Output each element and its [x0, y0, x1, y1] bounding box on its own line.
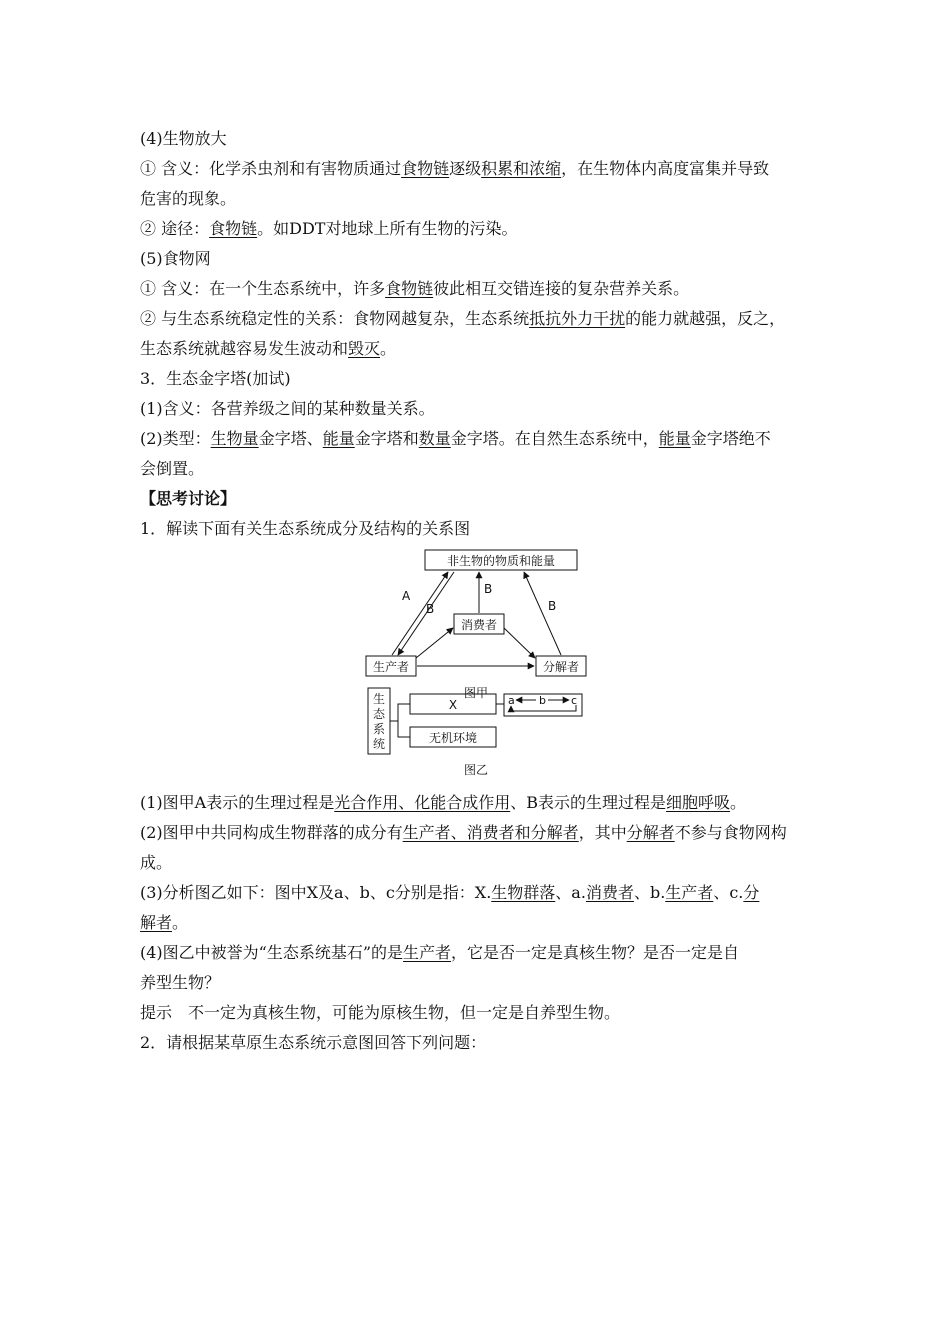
blank-c-decomposer-part1: 分	[743, 883, 760, 902]
blank-b-producer: 生产者	[665, 883, 714, 902]
answer-3-cont: 解者。	[140, 913, 189, 932]
document-body	[140, 124, 820, 1058]
figure-jia	[366, 550, 586, 700]
food-web-stability-cont: 生态系统就越容易发生波动和毁灭。	[140, 339, 397, 358]
blank-accumulate: 积累和浓缩	[481, 159, 562, 178]
answer-3: (3)分析图乙如下：图中X及a、b、c分别是指：X.生物群落、a.消费者、b.生产者、c.分	[140, 883, 760, 902]
blank-destroy: 毁灭	[348, 339, 381, 358]
figure-yi-caption: 图乙	[463, 763, 489, 777]
arrow-b-decomposer-respiration	[524, 572, 561, 655]
section-3-heading: 3．生态金字塔(加试)	[140, 369, 291, 388]
answer-2-cont: 成。	[140, 853, 173, 872]
question-1: 1．解读下面有关生态系统成分及结构的关系图	[140, 519, 471, 538]
chain-c: c	[571, 694, 578, 707]
discussion-title: 【思考讨论】	[140, 489, 237, 508]
figure-jia-caption: 图甲	[463, 686, 489, 700]
blank-decomposer: 分解者	[626, 823, 675, 842]
blank-community: 生产者、消费者和分解者	[402, 823, 579, 842]
question-2: 2．请根据某草原生态系统示意图回答下列问题：	[140, 1033, 487, 1052]
blank-number: 数量	[418, 429, 451, 448]
arrow-consumer-decomposer	[504, 628, 535, 658]
environment-label: 无机环境	[428, 731, 478, 745]
biomagnification-route: ② 途径：食物链。如DDT对地球上所有生物的污染。	[140, 219, 518, 238]
pyramid-types: (2)类型：生物量金字塔、能量金字塔和数量金字塔。在自然生态系统中，能量金字塔绝不	[140, 429, 771, 448]
pyramid-definition: (1)含义：各营养级之间的某种数量关系。	[140, 399, 435, 418]
biomagnification-definition: ① 含义：化学杀虫剂和有害物质通过食物链逐级积累和浓缩，在生物体内高度富集并导致	[140, 159, 770, 178]
label-b-right: B	[548, 599, 557, 613]
blank-resist: 抵抗外力干扰	[529, 309, 626, 328]
ecosystem-char-1: 生	[372, 692, 386, 706]
answer-1: (1)图甲A表示的生理过程是光合作用、化能合成作用、B表示的生理过程是细胞呼吸。	[140, 793, 747, 812]
bracket-connector-lower	[398, 721, 410, 737]
producer-label: 生产者	[372, 660, 410, 674]
food-web-definition: ① 含义：在一个生态系统中，许多食物链彼此相互交错连接的复杂营养关系。	[140, 279, 690, 298]
blank-route: 食物链	[209, 219, 258, 238]
answer-2: (2)图甲中共同构成生物群落的成分有生产者、消费者和分解者，其中分解者不参与食物网构	[140, 823, 787, 842]
abiotic-label: 非生物的物质和能量	[446, 554, 556, 568]
answer-4-cont: 养型生物？	[140, 973, 221, 992]
ecosystem-char-2: 态	[372, 707, 386, 721]
blank-food-chain: 食物链	[401, 159, 450, 178]
ecosystem-char-4: 统	[372, 737, 386, 751]
section-4-heading: (4)生物放大	[140, 129, 227, 148]
decomposer-label: 分解者	[542, 660, 580, 674]
blank-biomass: 生物量	[210, 429, 259, 448]
food-web-stability: ② 与生态系统稳定性的关系：食物网越复杂，生态系统抵抗外力干扰的能力就越强，反之，	[140, 309, 786, 328]
chain-b: b	[539, 694, 546, 707]
section-5-heading: (5)食物网	[140, 249, 211, 268]
blank-food-chain-2: 食物链	[385, 279, 434, 298]
blank-energy-2: 能量	[658, 429, 691, 448]
figures-svg	[140, 548, 820, 784]
blank-energy: 能量	[322, 429, 355, 448]
label-b-middle: B	[484, 582, 493, 596]
consumer-label: 消费者	[460, 618, 498, 632]
figure-yi	[368, 688, 582, 777]
ecosystem-char-3: 系	[372, 722, 386, 736]
blank-c-decomposer-part2: 解者	[140, 913, 173, 932]
blank-foundation: 生产者	[403, 943, 452, 962]
x-label: X	[448, 698, 458, 712]
chain-a: a	[508, 694, 515, 707]
arrow-producer-consumer	[416, 628, 453, 658]
arrow-a-photosynthesis	[392, 572, 448, 655]
bracket-connector	[390, 704, 410, 721]
biomagnification-definition-cont: 危害的现象。	[140, 189, 237, 208]
hint: 提示 不一定为真核生物，可能为原核生物，但一定是自养型生物。	[140, 1003, 621, 1022]
label-b-left: B	[426, 602, 435, 616]
answer-4: (4)图乙中被誉为“生态系统基石”的是生产者，它是否一定是真核生物？是否一定是自	[140, 943, 740, 962]
blank-x-community: 生物群落	[491, 883, 556, 902]
blank-a-consumer: 消费者	[585, 883, 634, 902]
blank-respiration: 细胞呼吸	[666, 793, 731, 812]
label-a: A	[402, 589, 411, 603]
blank-photosynthesis: 光合作用、化能合成作用	[334, 793, 511, 812]
pyramid-types-cont: 会倒置。	[140, 459, 205, 478]
